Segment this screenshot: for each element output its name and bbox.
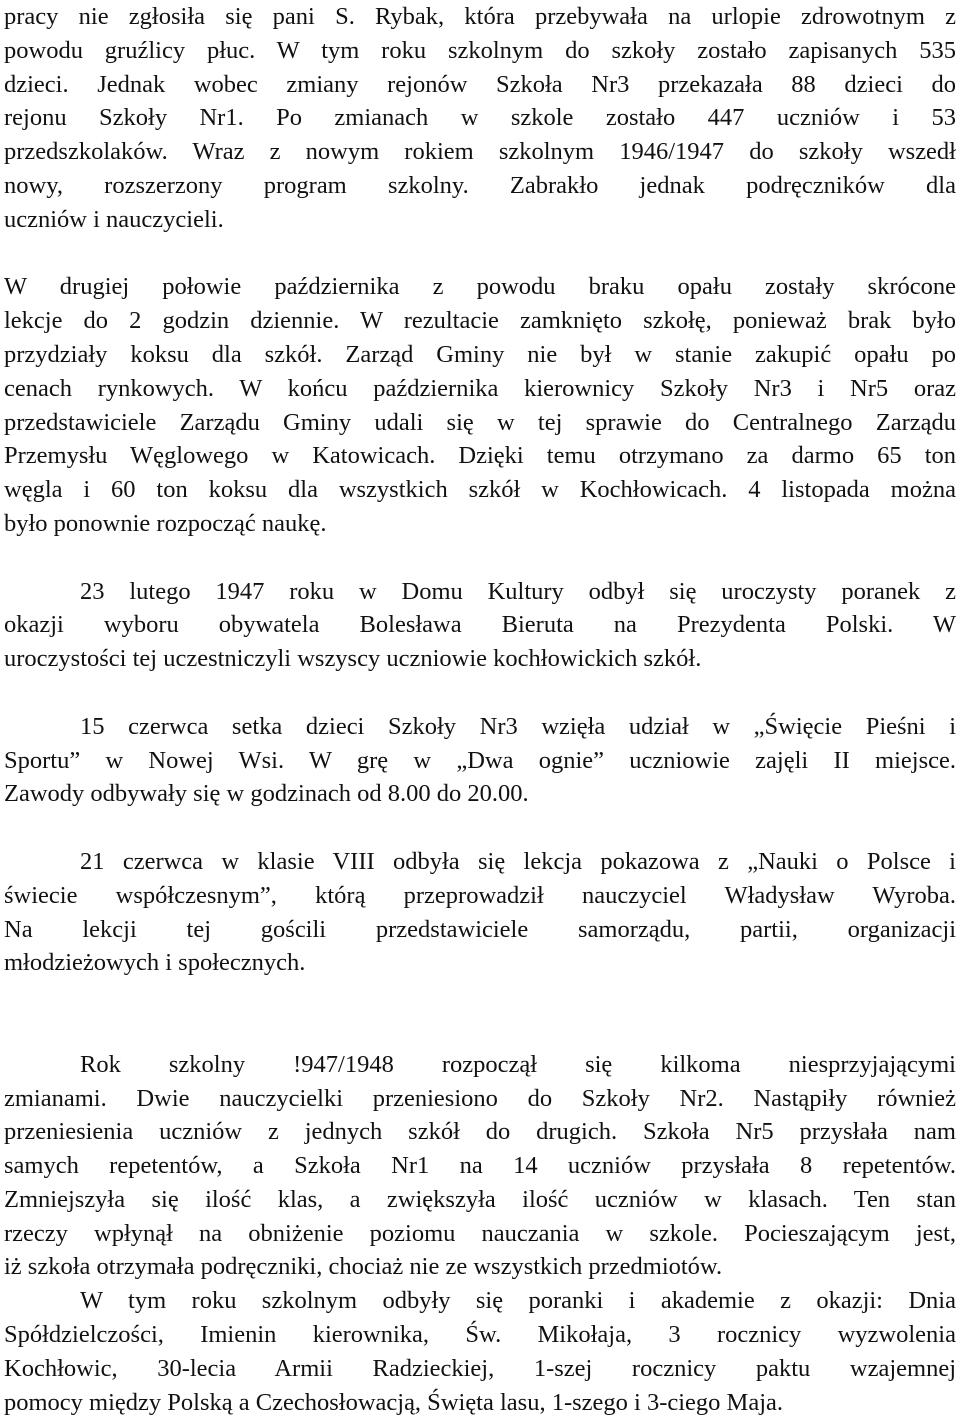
text-line: przydziały koksu dla szkół. Zarząd Gminy nie był w stanie zakupić opału po [4, 340, 956, 368]
paragraph [4, 845, 956, 980]
text-line: powodu gruźlicy płuc. W tym roku szkolnym do szkoły zostało zapisanych 535 [4, 36, 956, 64]
text-line: przedstawiciele Zarządu Gminy udali się w tej sprawie do Centralnego Zarządu [4, 408, 956, 436]
text-line: samych repetentów, a Szkoła Nr1 na 14 uczniów przysłała 8 repetentów. [4, 1152, 956, 1180]
text-line: okazji wyboru obywatela Bolesława Bieruta na Prezydenta Polski. W [4, 611, 956, 639]
text-line: W drugiej połowie października z powodu braku opału zostały skrócone [4, 273, 956, 301]
text-line: Sportu” w Nowej Wsi. W grę w „Dwa ognie” uczniowie zajęli II miejsce. [4, 746, 956, 774]
text-line: Zmniejszyła się ilość klas, a zwiększyła ilość uczniów w klasach. Ten stan [4, 1185, 956, 1213]
text-line: rzeczy wpłynął na obniżenie poziomu nauczania w szkole. Pocieszającym jest, [4, 1219, 956, 1247]
paragraph [4, 1048, 956, 1285]
text-line: świecie współczesnym”, którą przeprowadził nauczyciel Władysław Wyroba. [4, 881, 956, 909]
text-line: przedszkolaków. Wraz z nowym rokiem szkolnym 1946/1947 do szkoły wszedł [4, 138, 956, 166]
text-line: było ponownie rozpocząć naukę. [4, 509, 327, 537]
paragraph-spacer [4, 676, 956, 710]
paragraph [4, 1284, 956, 1419]
text-line: pracy nie zgłosiła się pani S. Rybak, która przebywała na urlopie zdrowotnym z [4, 3, 956, 30]
paragraph [4, 270, 956, 540]
paragraph-spacer [4, 811, 956, 845]
paragraph [4, 575, 956, 676]
text-line: uczniów i nauczycieli. [4, 205, 224, 233]
text-line: Przemysłu Węglowego w Katowicach. Dzięki temu otrzymano za darmo 65 ton [4, 442, 956, 470]
text-line: rejonu Szkoły Nr1. Po zmianach w szkole zostało 447 uczniów i 53 [4, 104, 956, 132]
text-line: zmianami. Dwie nauczycielki przeniesiono do Szkoły Nr2. Nastąpiły również [4, 1084, 956, 1112]
text-line: Zawody odbywały się w godzinach od 8.00 do 20.00. [4, 780, 529, 808]
text-line: węgla i 60 ton koksu dla wszystkich szkół w Kochłowicach. 4 listopada można [4, 476, 956, 504]
text-line: uroczystości tej uczestniczyli wszyscy uczniowie kochłowickich szkół. [4, 645, 702, 673]
text-line: W tym roku szkolnym odbyły się poranki i akademie z okazji: Dnia [80, 1287, 956, 1315]
text-line: 21 czerwca w klasie VIII odbyła się lekcja pokazowa z „Nauki o Polsce i [80, 847, 956, 875]
text-line: nowy, rozszerzony program szkolny. Zabrakło jednak podręczników dla [4, 171, 956, 199]
paragraph-spacer [4, 541, 956, 575]
text-line: Rok szkolny !947/1948 rozpoczął się kilkoma niesprzyjającymi [80, 1050, 956, 1078]
text-line: 15 czerwca setka dzieci Szkoły Nr3 wzięła udział w „Święcie Pieśni i [80, 712, 956, 740]
text-line: pomocy między Polską a Czechosłowacją, Święta lasu, 1-szego i 3-ciego Maja. [4, 1388, 784, 1416]
text-line: cenach rynkowych. W końcu października kierownicy Szkoły Nr3 i Nr5 oraz [4, 374, 956, 402]
text-line: młodzieżowych i społecznych. [4, 949, 306, 977]
text-line: przeniesienia uczniów z jednych szkół do drugich. Szkoła Nr5 przysłała nam [4, 1118, 956, 1146]
paragraph [4, 710, 956, 811]
paragraph-spacer [4, 237, 956, 271]
text-line: Spółdzielczości, Imienin kierownika, Św. Mikołaja, 3 rocznicy wyzwolenia [4, 1321, 956, 1349]
text-line: iż szkoła otrzymała podręczniki, chociaż nie ze wszystkich przedmiotów. [4, 1253, 723, 1281]
paragraph [4, 0, 956, 237]
text-line: Na lekcji tej gościli przedstawiciele samorządu, partii, organizacji [4, 915, 956, 943]
text-line: lekcje do 2 godzin dziennie. W rezultacie zamknięto szkołę, ponieważ brak było [4, 307, 956, 335]
document-page [4, 0, 956, 1419]
text-line: 23 lutego 1947 roku w Domu Kultury odbył się uroczysty poranek z [80, 577, 956, 605]
paragraph-spacer [4, 980, 956, 1048]
text-line: dzieci. Jednak wobec zmiany rejonów Szkoła Nr3 przekazała 88 dzieci do [4, 70, 956, 98]
text-line: Kochłowic, 30-lecia Armii Radzieckiej, 1-szej rocznicy paktu wzajemnej [4, 1354, 956, 1382]
